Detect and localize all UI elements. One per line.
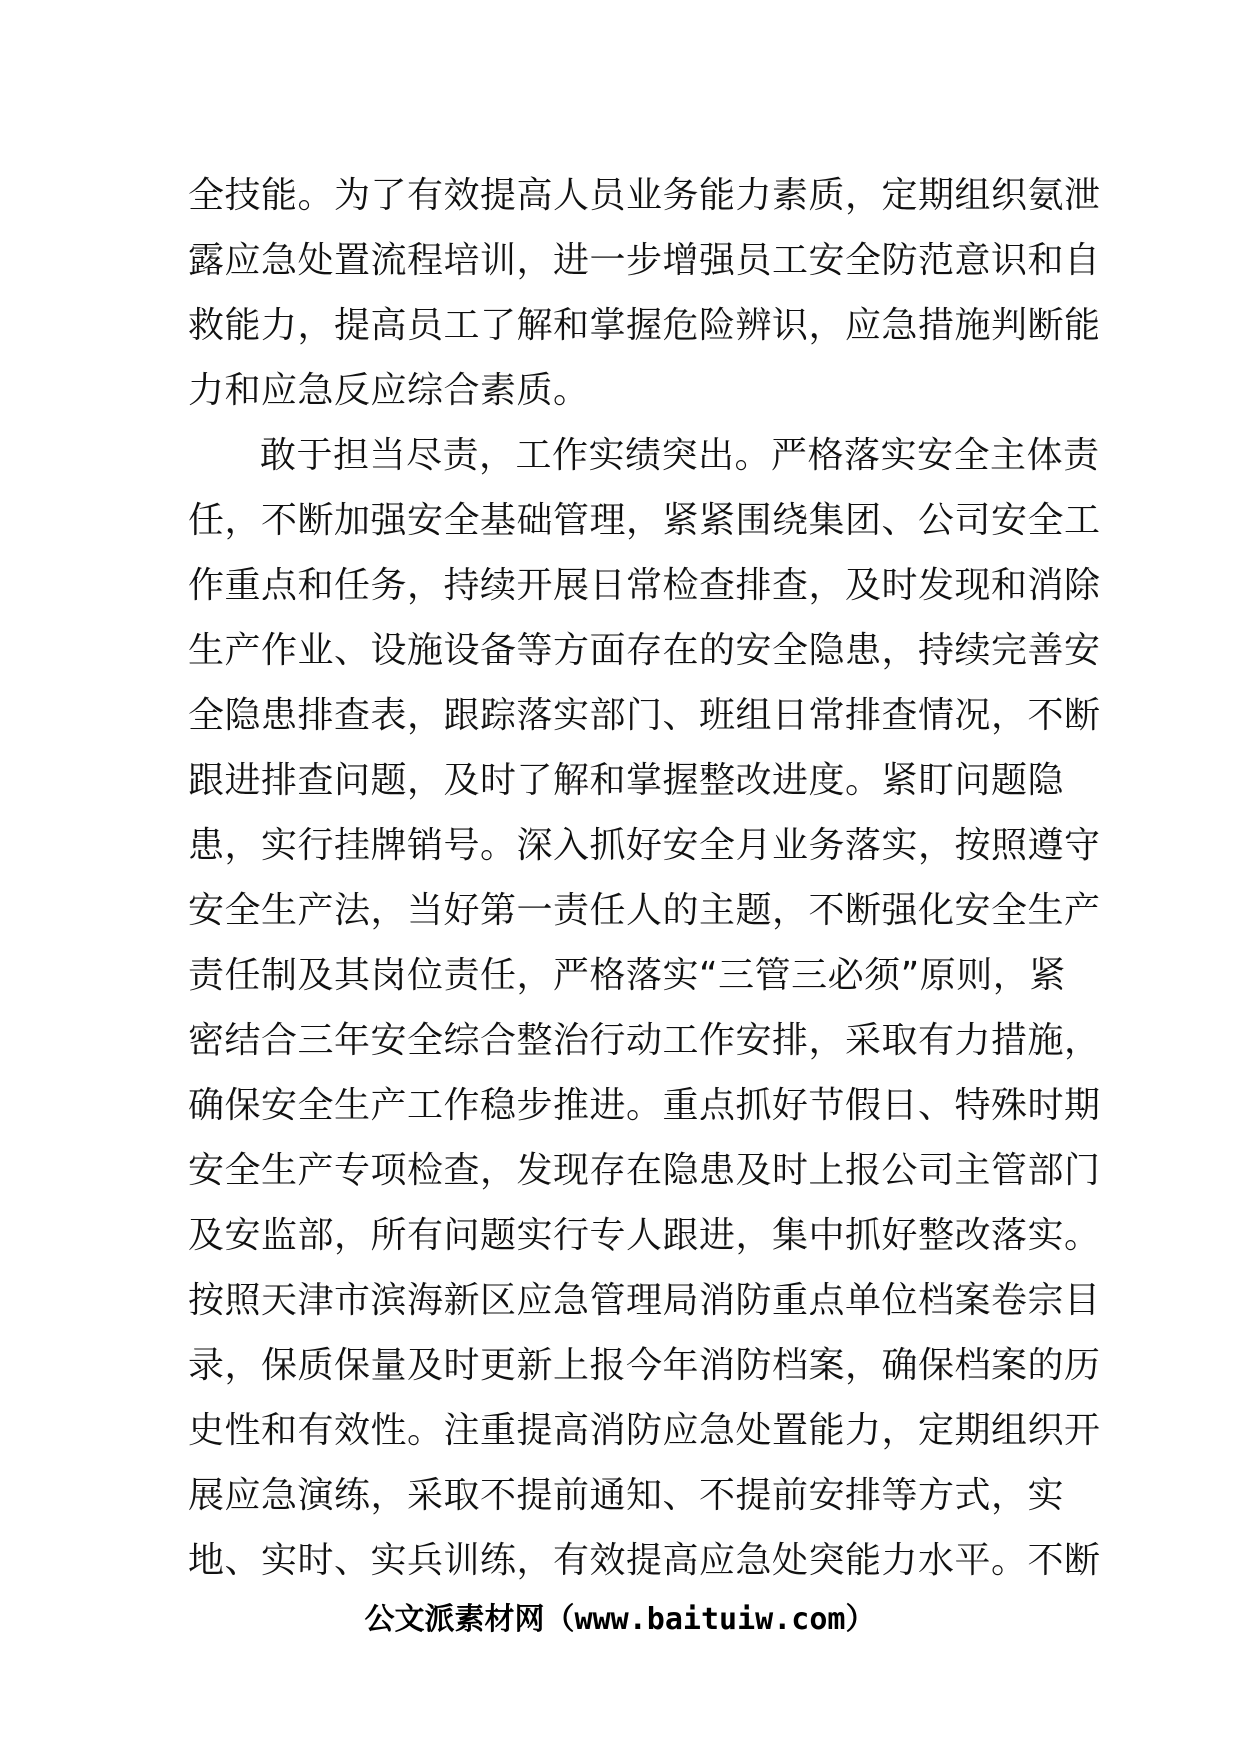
text-line: 安全生产法，当好第一责任人的主题，不断强化安全生产	[188, 890, 1101, 931]
text-line: 跟进排查问题，及时了解和掌握整改进度。紧盯问题隐	[188, 760, 1065, 801]
text-line: 录，保质保量及时更新上报今年消防档案，确保档案的历	[188, 1345, 1101, 1386]
text-line: 生产作业、设施设备等方面存在的安全隐患，持续完善安	[188, 630, 1101, 671]
footer-source-label: 公文派素材网（www.baituiw.com）	[364, 1602, 876, 1637]
text-line: 救能力，提高员工了解和掌握危险辨识，应急措施判断能	[188, 305, 1101, 346]
text-line: 确保安全生产工作稳步推进。重点抓好节假日、特殊时期	[188, 1085, 1101, 1126]
text-line: 力和应急反应综合素质。	[188, 370, 590, 411]
text-line: 史性和有效性。注重提高消防应急处置能力，定期组织开	[188, 1410, 1101, 1451]
text-line: 展应急演练，采取不提前通知、不提前安排等方式，实	[188, 1475, 1065, 1516]
document-body	[188, 163, 1101, 1593]
text-line: 全隐患排查表，跟踪落实部门、班组日常排查情况，不断	[188, 695, 1101, 736]
text-line: 责任制及其岗位责任，严格落实“三管三必须”原则，紧	[188, 955, 1066, 996]
text-line: 密结合三年安全综合整治行动工作安排，采取有力措施，	[188, 1020, 1101, 1061]
text-line: 作重点和任务，持续开展日常检查排查，及时发现和消除	[188, 565, 1101, 606]
text-line: 全技能。为了有效提高人员业务能力素质，定期组织氨泄	[188, 175, 1101, 216]
text-line: 患，实行挂牌销号。深入抓好安全月业务落实，按照遵守	[188, 825, 1101, 866]
text-line: 露应急处置流程培训，进一步增强员工安全防范意识和自	[188, 240, 1101, 281]
text-line: 地、实时、实兵训练，有效提高应急处突能力水平。不断	[188, 1540, 1101, 1581]
paragraph-first-line: 敢于担当尽责，工作实绩突出。严格落实安全主体责	[260, 435, 1100, 476]
text-line: 及安监部，所有问题实行专人跟进，集中抓好整改落实。	[188, 1215, 1101, 1256]
text-line: 任，不断加强安全基础管理，紧紧围绕集团、公司安全工	[188, 500, 1101, 541]
text-line: 安全生产专项检查，发现存在隐患及时上报公司主管部门	[188, 1150, 1101, 1191]
text-line: 按照天津市滨海新区应急管理局消防重点单位档案卷宗目	[188, 1280, 1101, 1321]
